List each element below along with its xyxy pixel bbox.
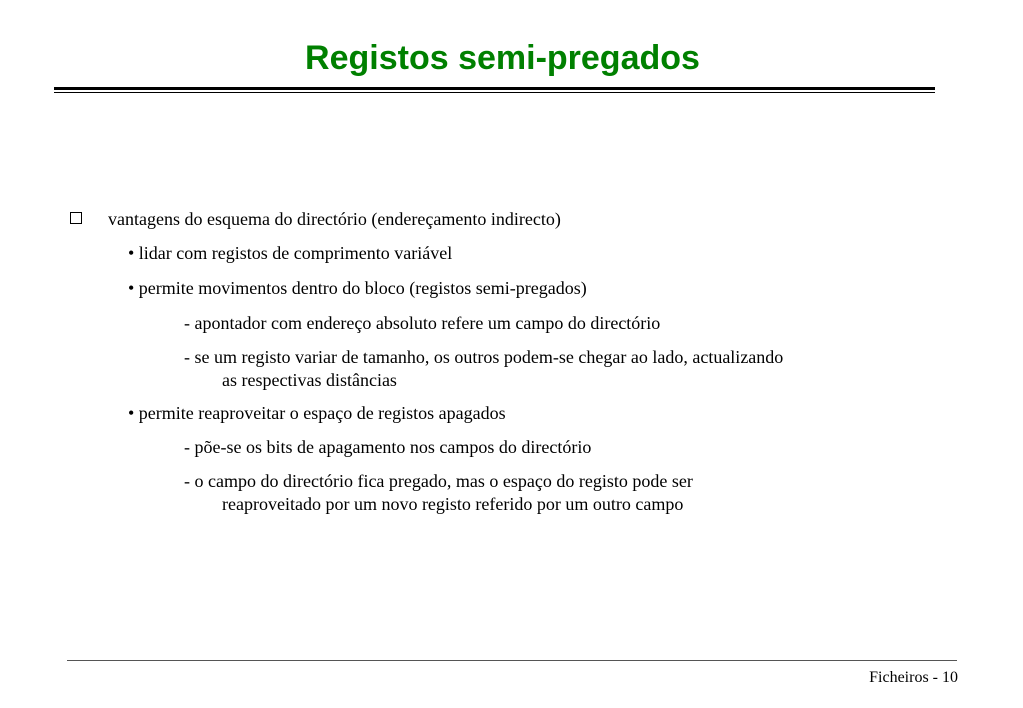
sub-bullet-absolute-pointer: - apontador com endereço absoluto refere um campo do directório: [184, 313, 661, 333]
footer-divider: [67, 660, 957, 661]
sub-bullet-pinned-line1: - o campo do directório fica pregado, mas o espaço do registo pode ser: [184, 471, 693, 491]
slide-title: Registos semi-pregados: [305, 39, 700, 77]
footer-page-label: Ficheiros - 10: [869, 669, 958, 686]
sub-bullet-resize-line1: - se um registo variar de tamanho, os outros podem-se chegar ao lado, actualizando: [184, 347, 784, 367]
bullet-reuse-space: • permite reaproveitar o espaço de registos apagados: [128, 403, 506, 423]
title-divider-thick: [54, 87, 935, 90]
bullet-variable-length: • lidar com registos de comprimento variável: [128, 243, 453, 263]
checkbox-bullet-icon: [70, 212, 82, 224]
sub-bullet-delete-bits: - põe-se os bits de apagamento nos campos do directório: [184, 437, 592, 457]
main-point: vantagens do esquema do directório (endereçamento indirecto): [108, 209, 561, 229]
bullet-block-movement: • permite movimentos dentro do bloco (registos semi-pregados): [128, 278, 587, 298]
sub-bullet-resize-line2: as respectivas distâncias: [222, 370, 397, 390]
title-divider-thin: [54, 92, 935, 93]
sub-bullet-pinned-line2: reaproveitado por um novo registo referido por um outro campo: [222, 494, 684, 514]
